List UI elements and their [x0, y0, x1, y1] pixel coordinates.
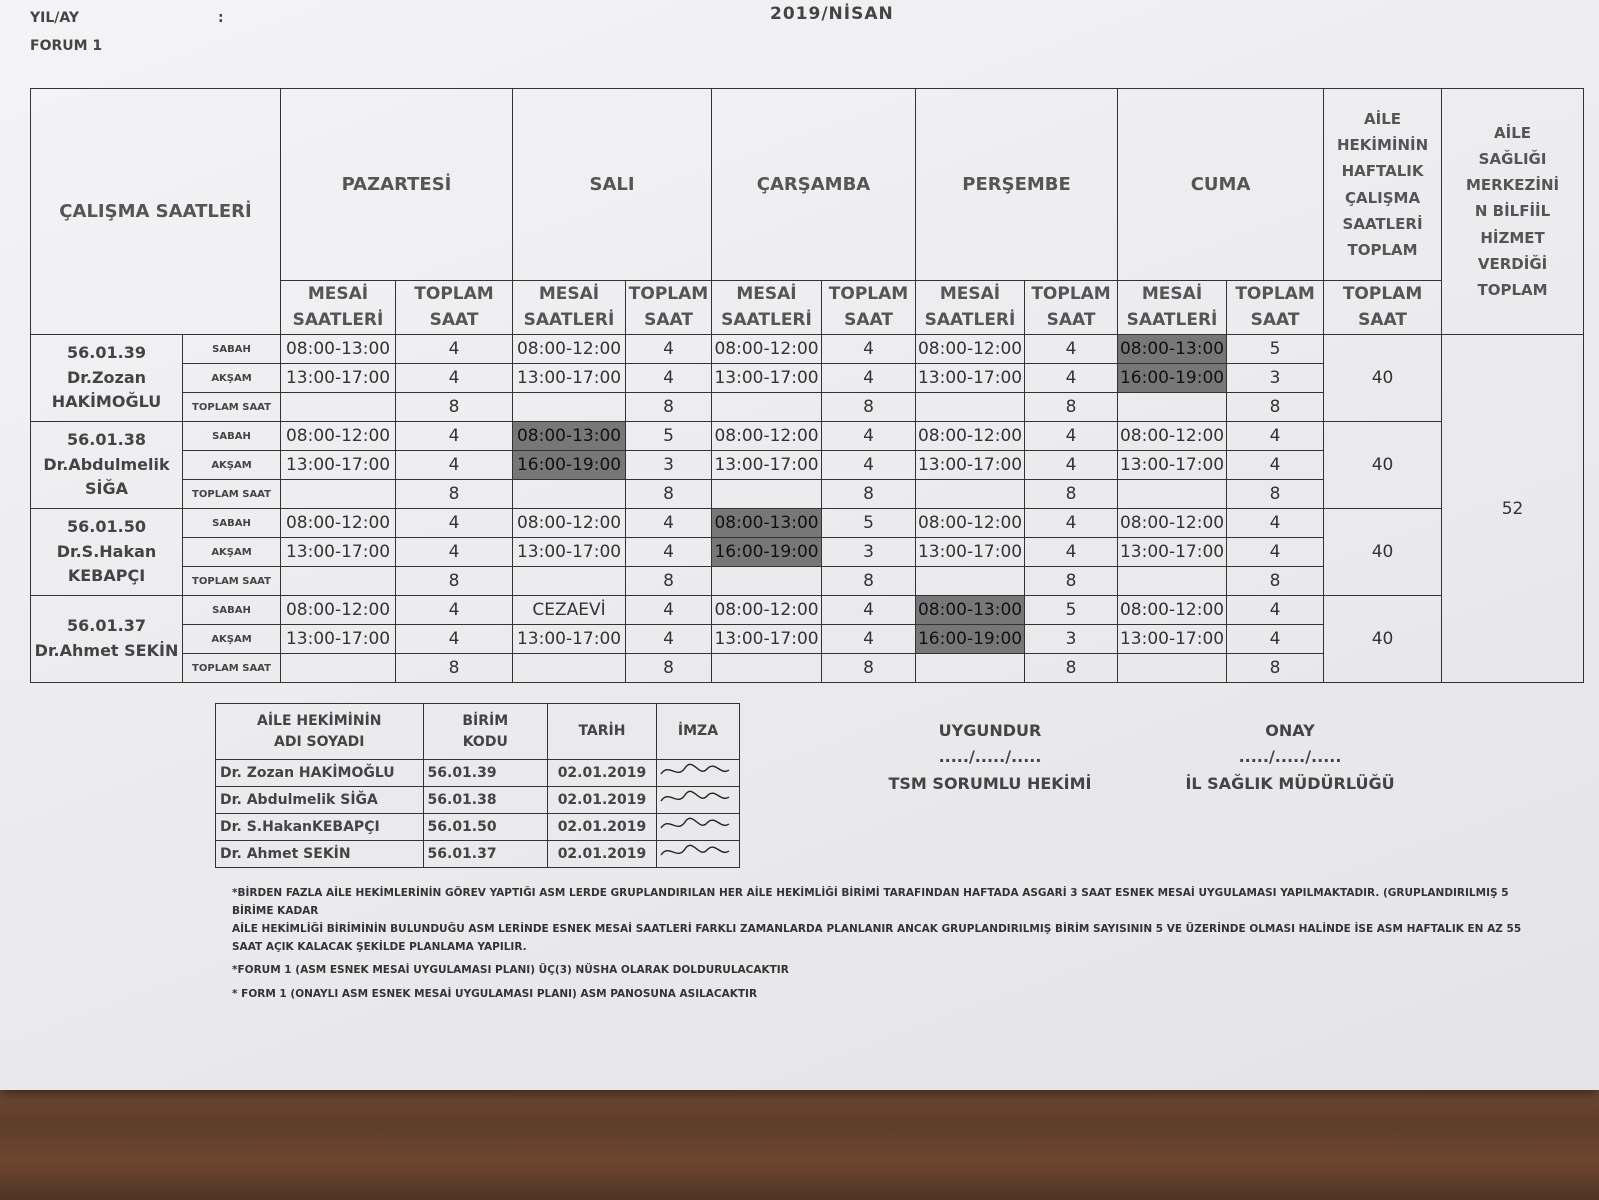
daily-total-cell: 8: [822, 480, 916, 509]
schedule-table: [30, 88, 1584, 683]
hour-count-cell: 4: [1227, 596, 1324, 625]
hours-cell: 13:00-17:00: [281, 364, 396, 393]
hours-cell: 16:00-19:00: [916, 625, 1025, 654]
hour-count-cell: 4: [396, 364, 513, 393]
hour-count-cell: 4: [1025, 335, 1118, 364]
hour-count-cell: 3: [626, 451, 712, 480]
table-row: [216, 760, 740, 787]
approval-left-date: ...../...../.....: [938, 747, 1042, 767]
daily-total-cell: 8: [822, 654, 916, 683]
hours-cell: [1118, 393, 1227, 422]
approval-right-role: İL SAĞLIK MÜDÜRLÜĞÜ: [1185, 773, 1395, 793]
shift-label: AKŞAM: [183, 451, 281, 480]
hours-cell: 13:00-17:00: [916, 538, 1025, 567]
hour-count-cell: 5: [1227, 335, 1324, 364]
hours-cell: [712, 480, 822, 509]
hours-cell: 13:00-17:00: [1118, 625, 1227, 654]
hours-cell: [712, 654, 822, 683]
hour-count-cell: 5: [626, 422, 712, 451]
footnote: *FORUM 1 (ASM ESNEK MESAİ UYGULAMASI PLANI) ÜÇ(3) NÜSHA OLARAK DOLDURULACAKTIR: [232, 964, 789, 977]
sub-header-mesai: MESAİ SAATLERİ: [513, 281, 626, 335]
hour-count-cell: 4: [1025, 451, 1118, 480]
sig-date-cell: 02.01.2019: [548, 787, 657, 814]
hour-count-cell: 4: [396, 596, 513, 625]
hours-cell: 08:00-13:00: [1118, 335, 1227, 364]
footnote: * FORM 1 (ONAYLI ASM ESNEK MESAİ UYGULAMASI PLANI) ASM PANOSUNA ASILACAKTIR: [232, 988, 758, 1001]
shift-label: TOPLAM SAAT: [183, 567, 281, 596]
hour-count-cell: 4: [1025, 538, 1118, 567]
hour-count-cell: 3: [822, 538, 916, 567]
hours-cell: 08:00-12:00: [513, 509, 626, 538]
sig-name-cell: Dr. Abdulmelik SİĞA: [216, 787, 424, 814]
hours-cell: 08:00-12:00: [281, 596, 396, 625]
signature-table: [215, 703, 740, 868]
sig-header-date: TARİH: [548, 704, 657, 760]
hours-cell: 13:00-17:00: [513, 625, 626, 654]
table-row: [216, 814, 740, 841]
shift-label: SABAH: [183, 335, 281, 364]
signature-scribble: [657, 787, 733, 809]
hour-count-cell: 5: [822, 509, 916, 538]
hours-cell: 13:00-17:00: [712, 451, 822, 480]
signature-cell: [656, 814, 739, 841]
sub-header-weekly-toplam: TOPLAM SAAT: [1324, 281, 1442, 335]
weekly-total-cell: 40: [1324, 335, 1442, 422]
footnote: AİLE HEKİMLİĞİ BİRİMİNİN BULUNDUĞU ASM LERİNDE ESNEK MESAİ SAATLERİ FARKLI ZAMANLARDA PLANLANIR ANCAK GRUPLANDIRILMIŞ BİRİM SAYISININ 5 VE ÜZERİNDE OLMASI HALİNDE İSE ASM HAFTALIK EN AZ 55 SAAT AÇIK KALACAK ŞEKİLDE PLANLAMA YAPILIR.: [232, 922, 1522, 953]
sub-header-toplam: TOPLAM SAAT: [1227, 281, 1324, 335]
hours-cell: [1118, 567, 1227, 596]
hours-cell: 08:00-12:00: [916, 509, 1025, 538]
hours-cell: 08:00-12:00: [712, 335, 822, 364]
hour-count-cell: 4: [626, 335, 712, 364]
hour-count-cell: 4: [626, 625, 712, 654]
daily-total-cell: 8: [1227, 480, 1324, 509]
page-title: 2019/NİSAN: [770, 4, 894, 24]
shift-label: SABAH: [183, 422, 281, 451]
sig-code-cell: 56.01.37: [423, 841, 548, 868]
weekly-total-cell: 40: [1324, 422, 1442, 509]
shift-label: TOPLAM SAAT: [183, 654, 281, 683]
hour-count-cell: 4: [396, 451, 513, 480]
sig-header-name: AİLE HEKİMİNİN ADI SOYADI: [216, 704, 424, 760]
hour-count-cell: 4: [1227, 451, 1324, 480]
day-header-monday: PAZARTESİ: [281, 89, 513, 281]
doctor-name-cell: 56.01.37 Dr.Ahmet SEKİN: [31, 596, 183, 683]
sub-header-toplam: TOPLAM SAAT: [396, 281, 513, 335]
sig-code-cell: 56.01.38: [423, 787, 548, 814]
hours-cell: 13:00-17:00: [712, 625, 822, 654]
daily-total-cell: 8: [396, 480, 513, 509]
hours-cell: [712, 393, 822, 422]
hour-count-cell: 4: [822, 625, 916, 654]
approval-right-title: ONAY: [1265, 721, 1315, 740]
approval-right: [1170, 718, 1410, 797]
hour-count-cell: 4: [396, 509, 513, 538]
hours-cell: 08:00-12:00: [712, 422, 822, 451]
table-row: [31, 596, 1584, 625]
signature-cell: [656, 787, 739, 814]
daily-total-cell: 8: [396, 393, 513, 422]
sig-code-cell: 56.01.50: [423, 814, 548, 841]
hours-cell: CEZAEVİ: [513, 596, 626, 625]
shift-label: TOPLAM SAAT: [183, 480, 281, 509]
daily-total-cell: 8: [1227, 393, 1324, 422]
footnote: *BİRDEN FAZLA AİLE HEKİMLERİNİN GÖREV YAPTIĞI ASM LERDE GRUPLANDIRILAN HER AİLE HEKİMLİĞİ BİRİMİ TARAFINDAN HAFTADA ASGARİ 3 SAAT ESNEK MESAİ UYGULAMASI YAPILMAKTADIR. (GRUPLANDIRILMIŞ 5 BİRİME KADAR: [232, 887, 1509, 917]
hour-count-cell: 4: [1227, 509, 1324, 538]
day-header-tuesday: SALI: [513, 89, 712, 281]
sub-header-toplam: TOPLAM SAAT: [822, 281, 916, 335]
hour-count-cell: 3: [1227, 364, 1324, 393]
sig-date-cell: 02.01.2019: [548, 814, 657, 841]
doctor-name-cell: 56.01.39 Dr.Zozan HAKİMOĞLU: [31, 335, 183, 422]
year-month-colon: :: [218, 10, 224, 26]
table-row: [216, 841, 740, 868]
hours-cell: [1118, 480, 1227, 509]
sig-code-cell: 56.01.39: [423, 760, 548, 787]
sub-header-mesai: MESAİ SAATLERİ: [916, 281, 1025, 335]
approval-left: [870, 718, 1110, 797]
hours-cell: 08:00-12:00: [916, 335, 1025, 364]
sub-header-toplam: TOPLAM SAAT: [1025, 281, 1118, 335]
year-month-label: YIL/AY: [30, 10, 80, 26]
hour-count-cell: 3: [1025, 625, 1118, 654]
hours-cell: 08:00-12:00: [1118, 422, 1227, 451]
approval-right-date: ...../...../.....: [1238, 747, 1342, 767]
shift-label: AKŞAM: [183, 625, 281, 654]
hour-count-cell: 4: [396, 335, 513, 364]
table-row: [31, 509, 1584, 538]
table-row: [216, 787, 740, 814]
weekly-total-cell: 40: [1324, 596, 1442, 683]
daily-total-cell: 8: [1025, 393, 1118, 422]
shift-label: AKŞAM: [183, 538, 281, 567]
hour-count-cell: 4: [822, 422, 916, 451]
hours-cell: 08:00-12:00: [281, 422, 396, 451]
center-total-header: AİLE SAĞLIĞI MERKEZİNİ N BİLFİİL HİZMET VERDİĞİ TOPLAM: [1442, 89, 1584, 335]
hour-count-cell: 4: [626, 538, 712, 567]
hour-count-cell: 4: [1227, 625, 1324, 654]
daily-total-cell: 8: [822, 393, 916, 422]
weekly-total-header: AİLE HEKİMİNİN HAFTALIK ÇALIŞMA SAATLERİ TOPLAM: [1324, 89, 1442, 281]
hours-cell: 08:00-12:00: [1118, 509, 1227, 538]
hours-cell: 08:00-12:00: [513, 335, 626, 364]
sub-header-mesai: MESAİ SAATLERİ: [1118, 281, 1227, 335]
hour-count-cell: 4: [822, 596, 916, 625]
hours-cell: 08:00-12:00: [916, 422, 1025, 451]
signature-scribble: [657, 760, 733, 782]
hours-cell: 08:00-12:00: [281, 509, 396, 538]
daily-total-cell: 8: [1025, 480, 1118, 509]
hour-count-cell: 4: [1227, 538, 1324, 567]
day-header-thursday: PERŞEMBE: [916, 89, 1118, 281]
hour-count-cell: 4: [1025, 364, 1118, 393]
hours-cell: 08:00-13:00: [513, 422, 626, 451]
shift-label: AKŞAM: [183, 364, 281, 393]
hours-cell: 13:00-17:00: [916, 364, 1025, 393]
daily-total-cell: 8: [626, 393, 712, 422]
hour-count-cell: 4: [822, 335, 916, 364]
signature-cell: [656, 760, 739, 787]
hour-count-cell: 5: [1025, 596, 1118, 625]
hour-count-cell: 4: [626, 509, 712, 538]
hour-count-cell: 4: [396, 625, 513, 654]
hours-cell: 13:00-17:00: [1118, 451, 1227, 480]
center-total-cell: 52: [1442, 335, 1584, 683]
shift-label: SABAH: [183, 596, 281, 625]
sub-header-toplam: TOPLAM SAAT: [626, 281, 712, 335]
hours-cell: 16:00-19:00: [513, 451, 626, 480]
hour-count-cell: 4: [1025, 422, 1118, 451]
day-header-friday: CUMA: [1118, 89, 1324, 281]
sig-name-cell: Dr. Zozan HAKİMOĞLU: [216, 760, 424, 787]
approval-left-title: UYGUNDUR: [938, 721, 1042, 740]
doctor-name-cell: 56.01.38 Dr.Abdulmelik SİĞA: [31, 422, 183, 509]
hours-cell: 13:00-17:00: [281, 451, 396, 480]
hour-count-cell: 4: [626, 364, 712, 393]
hours-cell: [513, 480, 626, 509]
approval-left-role: TSM SORUMLU HEKİMİ: [888, 773, 1092, 793]
sub-header-mesai: MESAİ SAATLERİ: [281, 281, 396, 335]
hours-cell: [281, 393, 396, 422]
sub-header-mesai: MESAİ SAATLERİ: [712, 281, 822, 335]
hours-cell: 13:00-17:00: [513, 538, 626, 567]
hours-cell: [281, 567, 396, 596]
signature-cell: [656, 841, 739, 868]
doctor-name-cell: 56.01.50 Dr.S.Hakan KEBAPÇI: [31, 509, 183, 596]
hours-cell: [281, 654, 396, 683]
hours-cell: [513, 393, 626, 422]
hours-cell: [1118, 654, 1227, 683]
table-row: [31, 422, 1584, 451]
signature-scribble: [657, 841, 733, 863]
sig-name-cell: Dr. S.HakanKEBAPÇI: [216, 814, 424, 841]
hours-cell: [513, 654, 626, 683]
shift-label: SABAH: [183, 509, 281, 538]
hour-count-cell: 4: [396, 422, 513, 451]
footnotes: [232, 885, 1532, 1004]
hour-count-cell: 4: [1227, 422, 1324, 451]
hours-cell: [712, 567, 822, 596]
hours-cell: 08:00-13:00: [712, 509, 822, 538]
daily-total-cell: 8: [1025, 654, 1118, 683]
sig-date-cell: 02.01.2019: [548, 760, 657, 787]
working-hours-label: ÇALIŞMA SAATLERİ: [31, 89, 281, 335]
hour-count-cell: 4: [396, 538, 513, 567]
signature-scribble: [657, 814, 733, 836]
weekly-total-cell: 40: [1324, 509, 1442, 596]
day-header-wednesday: ÇARŞAMBA: [712, 89, 916, 281]
daily-total-cell: 8: [626, 480, 712, 509]
table-row: [31, 335, 1584, 364]
hours-cell: 13:00-17:00: [281, 538, 396, 567]
hours-cell: [916, 567, 1025, 596]
daily-total-cell: 8: [396, 567, 513, 596]
daily-total-cell: 8: [626, 567, 712, 596]
hours-cell: [513, 567, 626, 596]
hours-cell: 16:00-19:00: [712, 538, 822, 567]
hours-cell: 08:00-13:00: [916, 596, 1025, 625]
hours-cell: 13:00-17:00: [1118, 538, 1227, 567]
sig-header-code: BİRİM KODU: [423, 704, 548, 760]
hours-cell: [281, 480, 396, 509]
hours-cell: 13:00-17:00: [281, 625, 396, 654]
hours-cell: 13:00-17:00: [513, 364, 626, 393]
sig-name-cell: Dr. Ahmet SEKİN: [216, 841, 424, 868]
shift-label: TOPLAM SAAT: [183, 393, 281, 422]
hours-cell: 16:00-19:00: [1118, 364, 1227, 393]
sig-date-cell: 02.01.2019: [548, 841, 657, 868]
hours-cell: [916, 654, 1025, 683]
daily-total-cell: 8: [822, 567, 916, 596]
hour-count-cell: 4: [626, 596, 712, 625]
hours-cell: 13:00-17:00: [712, 364, 822, 393]
hour-count-cell: 4: [822, 451, 916, 480]
daily-total-cell: 8: [626, 654, 712, 683]
sig-header-signature: İMZA: [656, 704, 739, 760]
form-label: FORUM 1: [30, 38, 103, 54]
hours-cell: [916, 393, 1025, 422]
daily-total-cell: 8: [1025, 567, 1118, 596]
hours-cell: [916, 480, 1025, 509]
hours-cell: 08:00-13:00: [281, 335, 396, 364]
daily-total-cell: 8: [1227, 654, 1324, 683]
hour-count-cell: 4: [1025, 509, 1118, 538]
daily-total-cell: 8: [1227, 567, 1324, 596]
hours-cell: 08:00-12:00: [712, 596, 822, 625]
hours-cell: 13:00-17:00: [916, 451, 1025, 480]
daily-total-cell: 8: [396, 654, 513, 683]
hour-count-cell: 4: [822, 364, 916, 393]
hours-cell: 08:00-12:00: [1118, 596, 1227, 625]
